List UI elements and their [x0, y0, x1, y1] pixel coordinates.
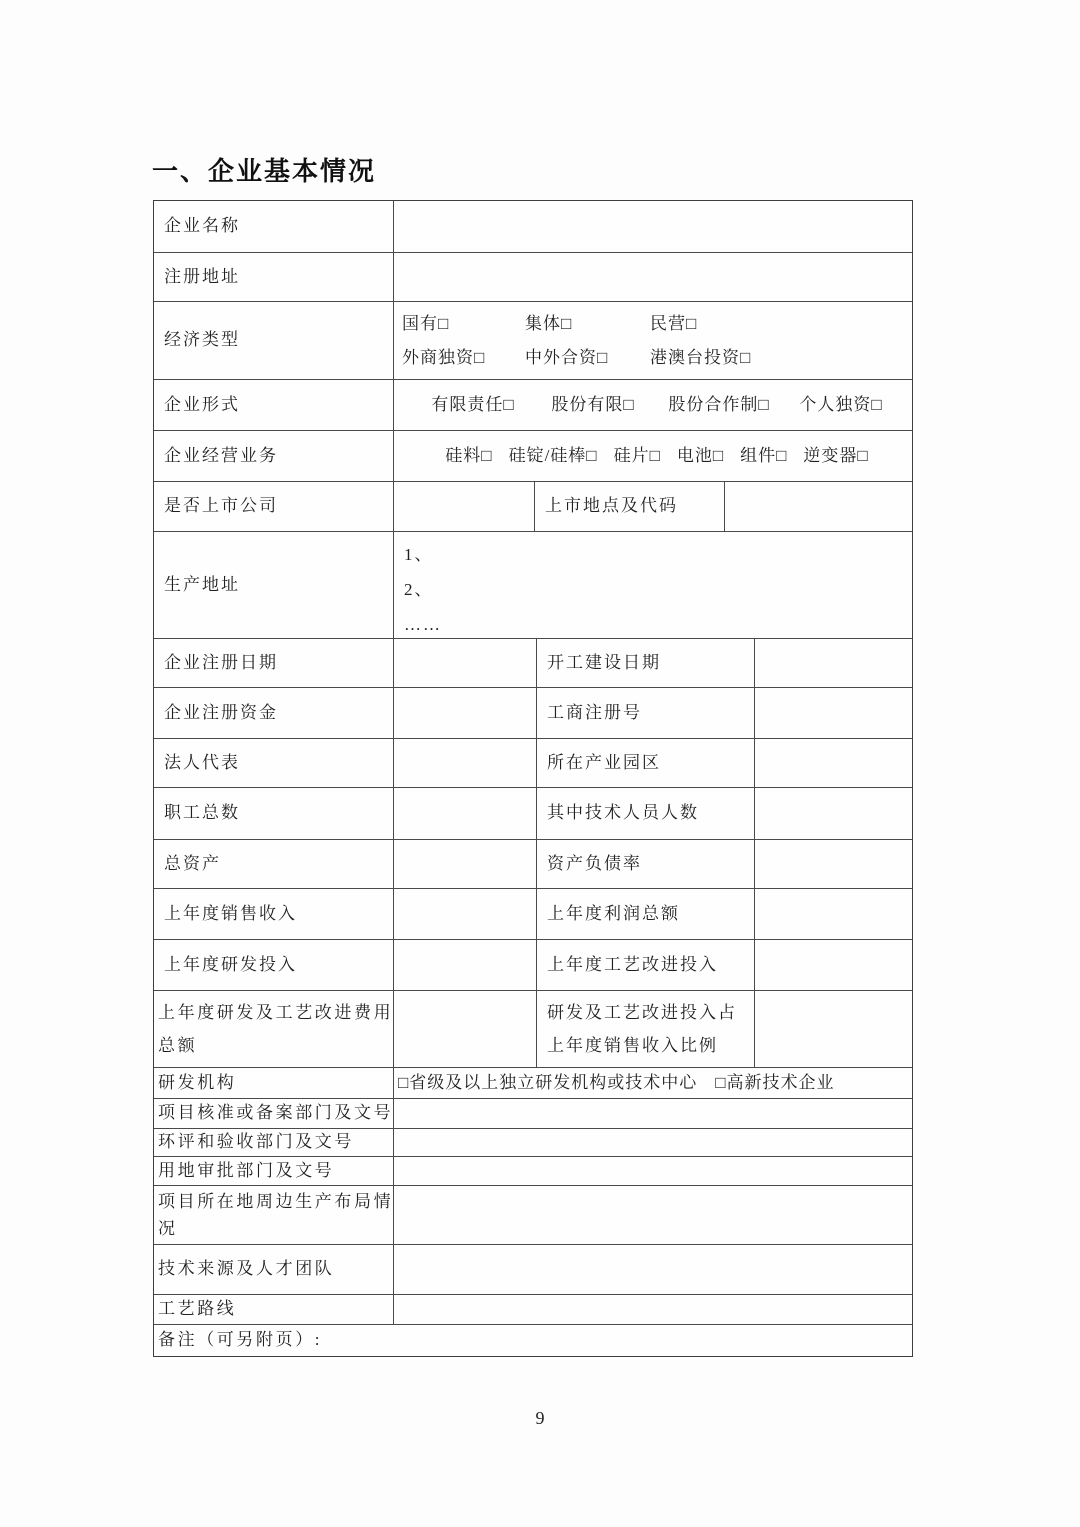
- cell-text: 技术来源及人才团队: [158, 1259, 335, 1279]
- table-row: [154, 638, 912, 687]
- table-row: [154, 481, 912, 531]
- cell-text: 工艺路线: [158, 1299, 237, 1319]
- checkbox-option[interactable]: 组件□: [740, 445, 788, 465]
- input-cell[interactable]: [393, 739, 536, 787]
- input-cell[interactable]: [754, 840, 912, 888]
- cell-line: 总额: [158, 1036, 198, 1055]
- row-label-cell: [154, 739, 393, 787]
- cell-text: 企业注册资金: [164, 702, 278, 722]
- checkbox-option[interactable]: 股份有限□: [551, 394, 635, 414]
- row-label-cell: [536, 739, 754, 787]
- table-row: [154, 379, 912, 430]
- input-cell[interactable]: [393, 482, 534, 531]
- table-row: [154, 1156, 912, 1185]
- input-cell[interactable]: [724, 482, 912, 531]
- row-label-cell: [154, 1186, 393, 1244]
- cell-text: 所在产业园区: [547, 752, 661, 772]
- cell-text: 总资产: [164, 853, 221, 873]
- table-row: [154, 888, 912, 939]
- input-cell[interactable]: [754, 991, 912, 1067]
- options-line: [402, 307, 912, 341]
- table-row: [154, 1324, 912, 1356]
- row-label-cell: [536, 991, 754, 1067]
- checkbox-option[interactable]: 硅料□: [445, 445, 493, 465]
- cell-line: 上年度销售收入比例: [547, 1036, 718, 1055]
- row-label-cell: [154, 1157, 393, 1185]
- cell-text: 研发机构: [158, 1072, 237, 1092]
- row-label-cell: [154, 840, 393, 888]
- row-label-cell: [154, 788, 393, 839]
- row-label-cell: [154, 688, 393, 738]
- row-label-cell: [154, 532, 393, 638]
- input-cell[interactable]: [754, 940, 912, 990]
- cell-text: 其中技术人员人数: [547, 803, 699, 823]
- cell-text: 上年度利润总额: [547, 903, 680, 923]
- cell-text: 用地审批部门及文号: [158, 1160, 335, 1180]
- cell-line: ……: [404, 615, 442, 634]
- row-label-cell: [534, 482, 724, 531]
- cell-text: 企业形式: [164, 394, 240, 414]
- table-row: [154, 738, 912, 787]
- cell-text: 上市地点及代码: [545, 496, 678, 516]
- cell-line: 研发及工艺改进投入占: [547, 1003, 737, 1022]
- input-cell[interactable]: [393, 688, 536, 738]
- checkbox-option[interactable]: 电池□: [676, 445, 725, 465]
- table-row: [154, 1067, 912, 1098]
- cell-text: 上年度工艺改进投入: [547, 954, 718, 974]
- table-row: [154, 1244, 912, 1294]
- table-row: [154, 687, 912, 738]
- row-label-cell: [393, 431, 912, 481]
- row-label-cell: [536, 639, 754, 687]
- cell-text: 职工总数: [164, 803, 240, 823]
- page-number: 9: [535, 1408, 545, 1428]
- section-title: 一、企业基本情况: [152, 156, 377, 186]
- row-label-cell: [154, 889, 393, 939]
- table-row: [154, 1185, 912, 1244]
- row-label-cell: [154, 1068, 393, 1098]
- checkbox-option[interactable]: 民营□: [650, 313, 698, 333]
- checkbox-option[interactable]: 硅片□: [613, 445, 661, 465]
- input-cell[interactable]: [393, 253, 912, 301]
- input-cell[interactable]: [393, 1157, 912, 1185]
- row-label-cell: [154, 1129, 393, 1156]
- row-label-cell: [154, 940, 393, 990]
- cell-text: 企业名称: [164, 216, 240, 236]
- row-label-cell: [154, 1245, 393, 1294]
- row-label-cell: [393, 1068, 912, 1098]
- checkbox-option[interactable]: 个人独资□: [799, 394, 883, 414]
- row-label-cell: [536, 889, 754, 939]
- input-cell[interactable]: [393, 1129, 912, 1156]
- input-cell[interactable]: [754, 688, 912, 738]
- checkbox-option[interactable]: 国有□: [402, 313, 450, 333]
- cell-line: 况: [158, 1219, 178, 1238]
- input-cell[interactable]: [393, 201, 912, 252]
- table-row: [154, 990, 912, 1067]
- cell-text: 工商注册号: [547, 702, 642, 722]
- input-cell[interactable]: [393, 788, 536, 839]
- row-label-cell: [393, 302, 912, 379]
- row-label-cell: [154, 991, 393, 1067]
- cell-text: 企业经营业务: [164, 445, 278, 465]
- checkbox-option[interactable]: 集体□: [525, 313, 573, 333]
- row-label-cell: [154, 1325, 912, 1356]
- row-label-cell: [154, 253, 393, 301]
- input-cell[interactable]: [393, 991, 536, 1067]
- table-row: [154, 531, 912, 638]
- row-label-cell: [536, 840, 754, 888]
- input-cell[interactable]: [393, 1295, 912, 1324]
- table-row: [154, 1128, 912, 1156]
- cell-text: 生产地址: [164, 574, 240, 594]
- cell-text: 项目核准或备案部门及文号: [158, 1103, 393, 1123]
- table-row: [154, 1098, 912, 1128]
- input-cell[interactable]: [754, 788, 912, 839]
- row-label-cell: [154, 1099, 393, 1128]
- cell-text: 备注（可另附页）:: [158, 1330, 323, 1350]
- checkbox-option[interactable]: 中外合资□: [525, 347, 609, 367]
- input-cell[interactable]: [754, 639, 912, 687]
- cell-line: 上年度研发及工艺改进费用: [158, 1003, 393, 1022]
- cell-text: 法人代表: [164, 752, 240, 772]
- row-label-cell: [154, 482, 393, 531]
- input-cell[interactable]: [393, 1186, 912, 1244]
- options-line: [402, 341, 912, 375]
- cell-text: 是否上市公司: [164, 496, 278, 516]
- input-cell[interactable]: [393, 1245, 912, 1294]
- checkbox-option[interactable]: 外商独资□: [402, 347, 486, 367]
- cell-text: 开工建设日期: [547, 652, 661, 672]
- row-label-cell: [393, 380, 912, 430]
- checkbox-option[interactable]: 硅锭/硅棒□: [508, 445, 598, 465]
- row-label-cell: [536, 688, 754, 738]
- cell-text: 资产负债率: [547, 853, 642, 873]
- cell-text: 上年度研发投入: [164, 954, 297, 974]
- table-row: [154, 1294, 912, 1324]
- checkbox-option[interactable]: 股份合作制□: [668, 394, 770, 414]
- cell-text: 上年度销售收入: [164, 903, 297, 923]
- cell-line: 2、: [404, 580, 434, 599]
- input-cell[interactable]: [393, 940, 536, 990]
- input-cell[interactable]: [393, 1099, 912, 1128]
- form-table: [153, 200, 913, 1357]
- cell-text: 经济类型: [164, 330, 240, 350]
- row-label-cell: [154, 302, 393, 379]
- table-row: [154, 301, 912, 379]
- row-label-cell: [154, 639, 393, 687]
- table-row: [154, 939, 912, 990]
- input-cell[interactable]: [393, 639, 536, 687]
- row-label-cell: [154, 380, 393, 430]
- checkbox-option[interactable]: 逆变器□: [803, 445, 869, 465]
- table-row: [154, 201, 912, 252]
- cell-line: 1、: [404, 545, 434, 564]
- row-label-cell: [536, 788, 754, 839]
- checkbox-option[interactable]: 港澳台投资□: [650, 347, 752, 367]
- input-cell[interactable]: [754, 889, 912, 939]
- row-label-cell: [154, 431, 393, 481]
- row-label-cell: [154, 201, 393, 252]
- cell-line: 项目所在地周边生产布局情: [158, 1192, 393, 1211]
- input-cell[interactable]: [393, 840, 536, 888]
- table-row: [154, 787, 912, 839]
- table-row: [154, 252, 912, 301]
- table-row: [154, 839, 912, 888]
- cell-text: 环评和验收部门及文号: [158, 1132, 354, 1152]
- cell-text: 注册地址: [164, 266, 240, 286]
- cell-text: □省级及以上独立研发机构或技术中心 □高新技术企业: [398, 1072, 835, 1092]
- row-label-cell: [154, 1295, 393, 1324]
- table-row: [154, 430, 912, 481]
- input-cell[interactable]: [754, 739, 912, 787]
- input-cell[interactable]: [393, 889, 536, 939]
- row-label-cell: [536, 940, 754, 990]
- row-label-cell: [393, 532, 912, 638]
- cell-text: 企业注册日期: [164, 652, 278, 672]
- checkbox-option[interactable]: 有限责任□: [431, 394, 515, 414]
